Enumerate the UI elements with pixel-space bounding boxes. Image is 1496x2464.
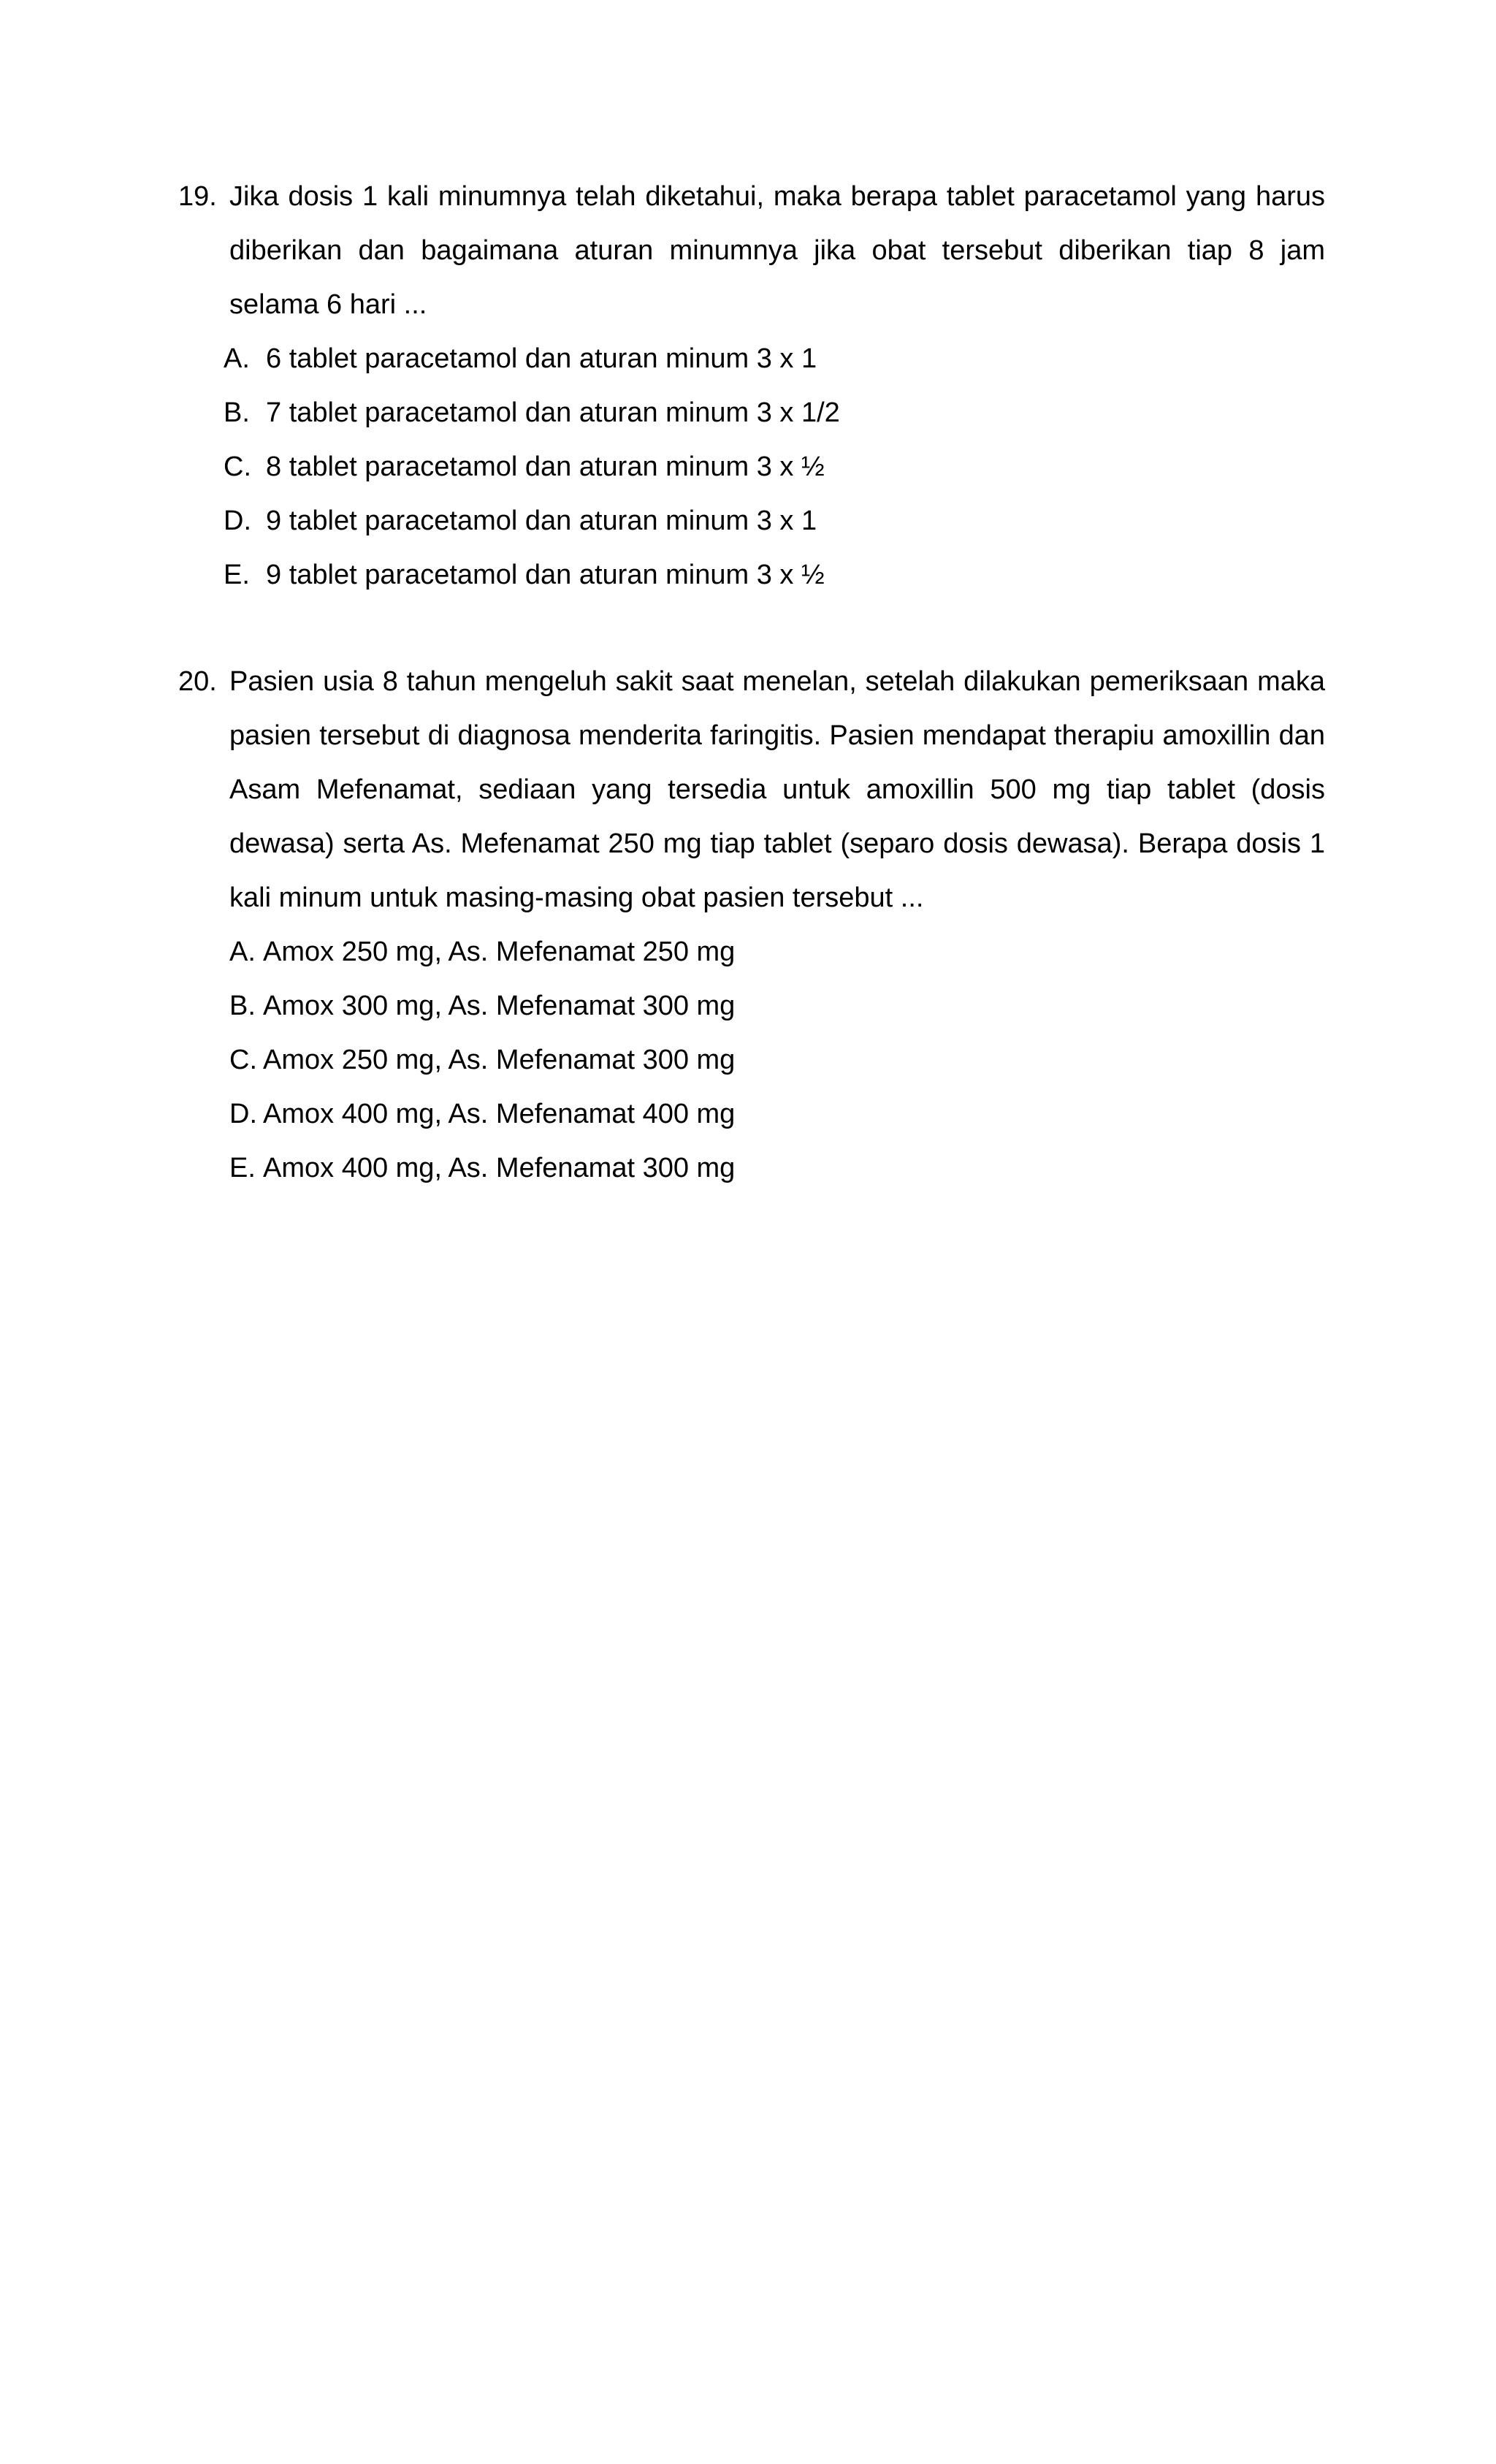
option-letter: D. xyxy=(224,506,251,536)
question-20 xyxy=(178,655,1325,1195)
option-text: Amox 400 mg, As. Mefenamat 400 mg xyxy=(263,1099,736,1129)
option-text: 6 tablet paracetamol dan aturan minum 3 x 1 xyxy=(266,343,817,374)
option-letter: E. xyxy=(229,1153,256,1183)
option-letter: C. xyxy=(224,451,251,482)
option-d xyxy=(178,1087,1325,1141)
option-text: 9 tablet paracetamol dan aturan minum 3 x ½ xyxy=(266,560,825,590)
option-letter: B. xyxy=(229,991,256,1021)
option-letter: D. xyxy=(229,1099,257,1129)
question-text: Jika dosis 1 kali minumnya telah diketahui, maka berapa tablet paracetamol yang harus diberikan dan bagaimana aturan minumnya jika obat tersebut diberikan tiap 8 jam selama 6 hari ... xyxy=(229,181,1325,320)
question-number: 20. xyxy=(178,666,217,697)
option-d xyxy=(178,494,1325,548)
option-text: Amox 250 mg, As. Mefenamat 300 mg xyxy=(263,1045,736,1075)
question-stem xyxy=(178,169,1325,332)
option-text: Amox 400 mg, As. Mefenamat 300 mg xyxy=(263,1153,736,1183)
question-text: Pasien usia 8 tahun mengeluh sakit saat menelan, setelah dilakukan pemeriksaan maka pasien tersebut di diagnosa menderita faringitis. Pasien mendapat therapiu amoxillin dan Asam Mefenamat, sediaan yang tersedia untuk amoxillin 500 mg tiap tablet (dosis dewasa) serta As. Mefenamat 250 mg tiap tablet (separo dosis dewasa). Berapa dosis 1 kali minum untuk masing-masing obat pasien tersebut ... xyxy=(229,666,1325,913)
option-letter: A. xyxy=(224,343,250,374)
option-text: 7 tablet paracetamol dan aturan minum 3 x 1/2 xyxy=(266,397,840,428)
option-c xyxy=(178,1033,1325,1087)
option-letter: C. xyxy=(229,1045,257,1075)
option-letter: E. xyxy=(224,560,250,590)
option-text: 8 tablet paracetamol dan aturan minum 3 x ½ xyxy=(266,451,825,482)
option-c xyxy=(178,440,1325,494)
option-text: Amox 250 mg, As. Mefenamat 250 mg xyxy=(263,937,736,967)
option-text: Amox 300 mg, As. Mefenamat 300 mg xyxy=(263,991,736,1021)
option-text: 9 tablet paracetamol dan aturan minum 3 x 1 xyxy=(266,506,817,536)
option-e xyxy=(178,548,1325,602)
option-b xyxy=(178,979,1325,1033)
answer-options xyxy=(178,925,1325,1195)
option-letter: B. xyxy=(224,397,250,428)
question-stem xyxy=(178,655,1325,925)
option-b xyxy=(178,386,1325,440)
answer-options xyxy=(178,332,1325,602)
option-a xyxy=(178,332,1325,386)
option-letter: A. xyxy=(229,937,256,967)
question-19 xyxy=(178,169,1325,602)
question-number: 19. xyxy=(178,181,217,212)
option-e xyxy=(178,1141,1325,1195)
option-a xyxy=(178,925,1325,979)
